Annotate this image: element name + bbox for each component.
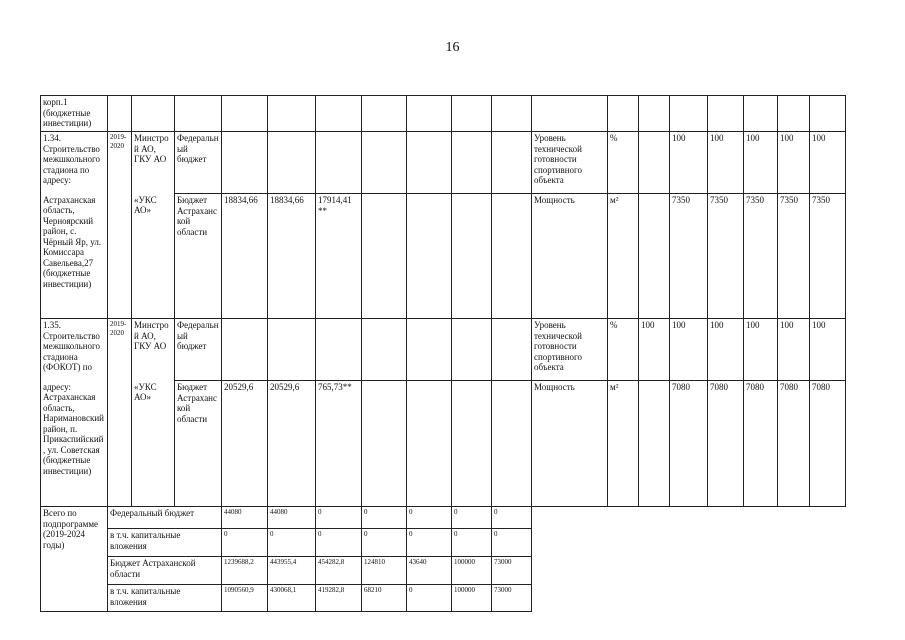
indicator-unit: м² xyxy=(608,194,639,319)
totals-value: 124810 xyxy=(362,557,407,585)
table-row xyxy=(41,319,846,381)
item-years: 2019-2020 xyxy=(108,319,132,507)
totals-value: 44080 xyxy=(268,507,316,529)
totals-value: 0 xyxy=(222,529,268,557)
indicator-value: 100 xyxy=(744,132,778,194)
totals-value: 419282,8 xyxy=(316,585,362,612)
totals-value: 0 xyxy=(316,529,362,557)
value-cell: 765,73** xyxy=(316,381,362,507)
table-row xyxy=(41,96,846,132)
totals-value: 443955,4 xyxy=(268,557,316,585)
totals-value: 73000 xyxy=(492,557,532,585)
totals-row-name: в т.ч. капитальные вложения xyxy=(108,529,222,557)
value-cell: 18834,66 xyxy=(222,194,268,319)
indicator-value: 7350 xyxy=(670,194,708,319)
row-name: корп.1 (бюджетные инвестиции) xyxy=(41,96,108,132)
funding-source: Федеральный бюджет xyxy=(175,319,222,381)
item-name: Астраханская область, Черноярский район, с. Чёрный Яр, ул. Комиссара Савельева,27 (бюджетные инвестиции) xyxy=(41,194,108,319)
totals-value: 430068,1 xyxy=(268,585,316,612)
indicator-value: 7350 xyxy=(778,194,810,319)
funding-source: Федеральный бюджет xyxy=(175,132,222,194)
indicator-value: 100 xyxy=(670,132,708,194)
page-number: 16 xyxy=(445,40,460,55)
indicator-value: 100 xyxy=(708,319,744,381)
item-executor: Минстрой АО, ГКУ АО xyxy=(132,319,175,381)
totals-value: 100000 xyxy=(452,557,492,585)
program-table xyxy=(40,95,846,612)
item-name: 1.34. Строительство межшкольного стадиона по адресу: xyxy=(41,132,108,194)
totals-value: 454282,8 xyxy=(316,557,362,585)
totals-row-name: Бюджет Астраханской области xyxy=(108,557,222,585)
totals-value: 1239688,2 xyxy=(222,557,268,585)
totals-row-name: Федеральный бюджет xyxy=(108,507,222,529)
indicator-unit: % xyxy=(608,319,639,381)
totals-value: 0 xyxy=(452,529,492,557)
item-name: 1.35. Строительство межшкольного стадиона (ФОКОТ) по xyxy=(41,319,108,381)
totals-value: 0 xyxy=(362,507,407,529)
totals-value: 0 xyxy=(407,529,452,557)
item-executor: Минстрой АО, ГКУ АО xyxy=(132,132,175,194)
item-executor: «УКС АО» xyxy=(132,381,175,507)
table-row xyxy=(41,507,846,529)
value-cell: 17914,41 ** xyxy=(316,194,362,319)
indicator-name: Мощность xyxy=(532,194,608,319)
item-executor: «УКС АО» xyxy=(132,194,175,319)
totals-value: 0 xyxy=(268,529,316,557)
indicator-value: 7080 xyxy=(744,381,778,507)
indicator-value: 7080 xyxy=(778,381,810,507)
totals-value: 0 xyxy=(407,507,452,529)
indicator-value: 100 xyxy=(670,319,708,381)
indicator-value: 7350 xyxy=(810,194,846,319)
indicator-unit: % xyxy=(608,132,639,194)
totals-value: 0 xyxy=(362,529,407,557)
totals-row-name: в т.ч. капитальные вложения xyxy=(108,585,222,612)
indicator-value: 7080 xyxy=(708,381,744,507)
indicator-value: 100 xyxy=(778,319,810,381)
indicator-unit: м² xyxy=(608,381,639,507)
funding-source: Бюджет Астраханской области xyxy=(175,194,222,319)
totals-value: 68210 xyxy=(362,585,407,612)
indicator-value: 100 xyxy=(744,319,778,381)
totals-value: 100000 xyxy=(452,585,492,612)
table-row xyxy=(41,381,846,507)
totals-value: 73000 xyxy=(492,585,532,612)
totals-value: 1090560,9 xyxy=(222,585,268,612)
totals-value: 0 xyxy=(452,507,492,529)
value-cell: 18834,66 xyxy=(268,194,316,319)
totals-value: 43640 xyxy=(407,557,452,585)
indicator-value: 100 xyxy=(639,319,670,381)
totals-value: 0 xyxy=(407,585,452,612)
indicator-value: 7080 xyxy=(810,381,846,507)
totals-value: 0 xyxy=(316,507,362,529)
totals-value: 44080 xyxy=(222,507,268,529)
indicator-name: Мощность xyxy=(532,381,608,507)
indicator-value: 7080 xyxy=(670,381,708,507)
totals-value: 0 xyxy=(492,507,532,529)
indicator-value: 100 xyxy=(708,132,744,194)
indicator-name: Уровень технической готовности спортивного объекта xyxy=(532,319,608,381)
table-row xyxy=(41,132,846,194)
funding-source: Бюджет Астраханской области xyxy=(175,381,222,507)
indicator-value: 7350 xyxy=(708,194,744,319)
value-cell: 20529,6 xyxy=(268,381,316,507)
totals-label: Всего по подпрограмме (2019-2024 годы) xyxy=(41,507,108,612)
item-years: 2019-2020 xyxy=(108,132,132,319)
table-row xyxy=(41,194,846,319)
totals-value: 0 xyxy=(492,529,532,557)
indicator-name: Уровень технической готовности спортивного объекта xyxy=(532,132,608,194)
indicator-value: 100 xyxy=(810,319,846,381)
item-name: адресу: Астраханская область, Наримановский район, п. Прикаспийский, ул. Советская (бюджетные инвестиции) xyxy=(41,381,108,507)
indicator-value: 7350 xyxy=(744,194,778,319)
indicator-value: 100 xyxy=(778,132,810,194)
value-cell: 20529,6 xyxy=(222,381,268,507)
indicator-value: 100 xyxy=(810,132,846,194)
